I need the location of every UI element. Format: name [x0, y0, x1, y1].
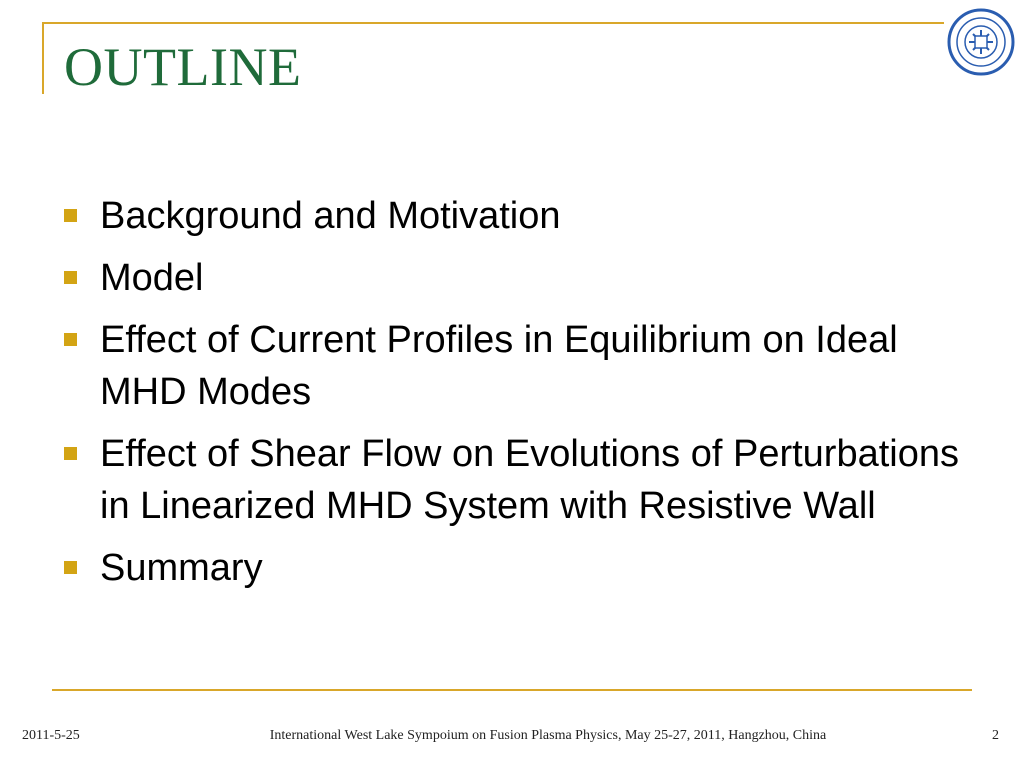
left-divider	[42, 22, 44, 94]
outline-item-summary	[62, 542, 982, 594]
outline-item-current-profiles	[62, 314, 982, 418]
university-seal-icon	[947, 8, 1015, 76]
footer-date: 2011-5-25	[22, 728, 80, 743]
page-number: 2	[992, 728, 999, 743]
outline-item-background	[62, 190, 982, 242]
outline-list	[62, 190, 982, 604]
square-bullet-icon	[64, 271, 77, 284]
outline-item-label: Background and Motivation	[100, 195, 561, 237]
outline-item-label: Effect of Current Profiles in Equilibrium on Ideal MHD Modes	[100, 319, 898, 413]
slide-title: OUTLINE	[64, 37, 302, 97]
outline-item-label: Effect of Shear Flow on Evolutions of Perturbations in Linearized MHD System with Resistive Wall	[100, 433, 959, 527]
top-divider	[42, 22, 944, 24]
bottom-divider	[52, 689, 972, 691]
outline-item-shear-flow	[62, 428, 982, 532]
outline-item-model	[62, 252, 982, 304]
square-bullet-icon	[64, 333, 77, 346]
square-bullet-icon	[64, 561, 77, 574]
outline-item-label: Model	[100, 257, 204, 299]
outline-item-label: Summary	[100, 547, 263, 589]
square-bullet-icon	[64, 447, 77, 460]
footer-conference: International West Lake Sympoium on Fusion Plasma Physics, May 25-27, 2011, Hangzhou, China	[269, 728, 827, 743]
square-bullet-icon	[64, 209, 77, 222]
